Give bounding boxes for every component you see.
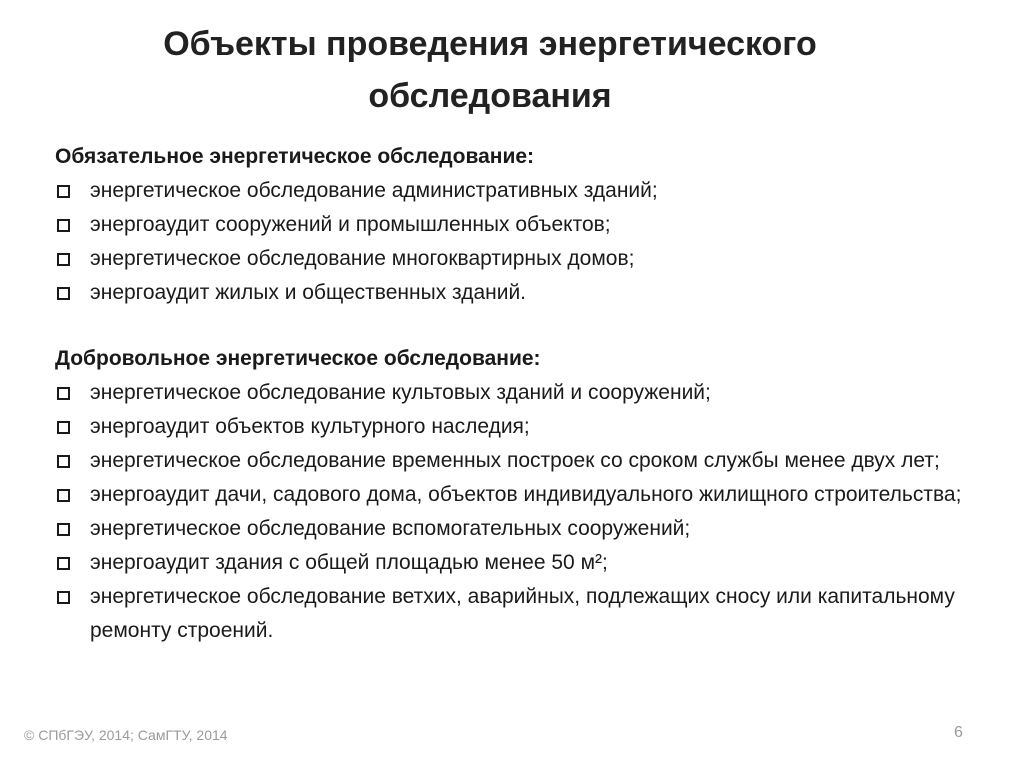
checkbox-empty-icon <box>57 185 70 198</box>
list-item-text: энергоаудит объектов культурного наследия; <box>90 415 530 438</box>
page-number: 6 <box>954 724 963 741</box>
list-item-text: энергетическое обследование вспомогательных сооружений; <box>90 517 691 540</box>
list-item-text: энергоаудит здания с общей площадью менее 50 м²; <box>90 551 608 574</box>
checkbox-empty-icon <box>57 557 70 570</box>
list-item <box>55 546 995 580</box>
list-item-text: энергетическое обследование культовых зданий и сооружений; <box>90 381 711 404</box>
list-item-text: энергетическое обследование временных построек со сроком службы менее двух лет; <box>90 449 940 472</box>
section-heading: Добровольное энергетическое обследование: <box>55 347 541 370</box>
item-list <box>55 376 995 648</box>
list-item <box>55 410 995 444</box>
list-item <box>55 376 995 410</box>
list-item <box>55 478 995 512</box>
list-item <box>55 242 995 276</box>
checkbox-empty-icon <box>57 219 70 232</box>
list-item <box>55 512 995 546</box>
checkbox-empty-icon <box>57 591 70 604</box>
list-item <box>55 174 995 208</box>
list-item-text: энергоаудит дачи, садового дома, объектов индивидуального жилищного строительства; <box>90 483 962 506</box>
list-item-text: энергоаудит сооружений и промышленных объектов; <box>90 213 611 236</box>
section-mandatory <box>55 140 995 310</box>
list-item <box>55 580 995 648</box>
section-voluntary <box>55 342 995 648</box>
list-item <box>55 276 995 310</box>
list-item-text: энергетическое обследование ветхих, аварийных, подлежащих сносу или капитальному ремонту строений. <box>90 585 955 642</box>
checkbox-empty-icon <box>57 253 70 266</box>
slide-title: Объекты проведения энергетического обследования <box>163 25 817 115</box>
item-list <box>55 174 995 310</box>
list-item-text: энергетическое обследование многоквартирных домов; <box>90 247 635 270</box>
list-item-text: энергоаудит жилых и общественных зданий. <box>90 281 527 304</box>
section-heading: Обязательное энергетическое обследование: <box>55 145 535 168</box>
list-item-text: энергетическое обследование административных зданий; <box>90 179 658 202</box>
checkbox-empty-icon <box>57 455 70 468</box>
footer-copyright: © СПбГЭУ, 2014; СамГТУ, 2014 <box>24 727 228 743</box>
list-item <box>55 444 995 478</box>
checkbox-empty-icon <box>57 387 70 400</box>
checkbox-empty-icon <box>57 421 70 434</box>
checkbox-empty-icon <box>57 287 70 300</box>
checkbox-empty-icon <box>57 489 70 502</box>
list-item <box>55 208 995 242</box>
checkbox-empty-icon <box>57 523 70 536</box>
